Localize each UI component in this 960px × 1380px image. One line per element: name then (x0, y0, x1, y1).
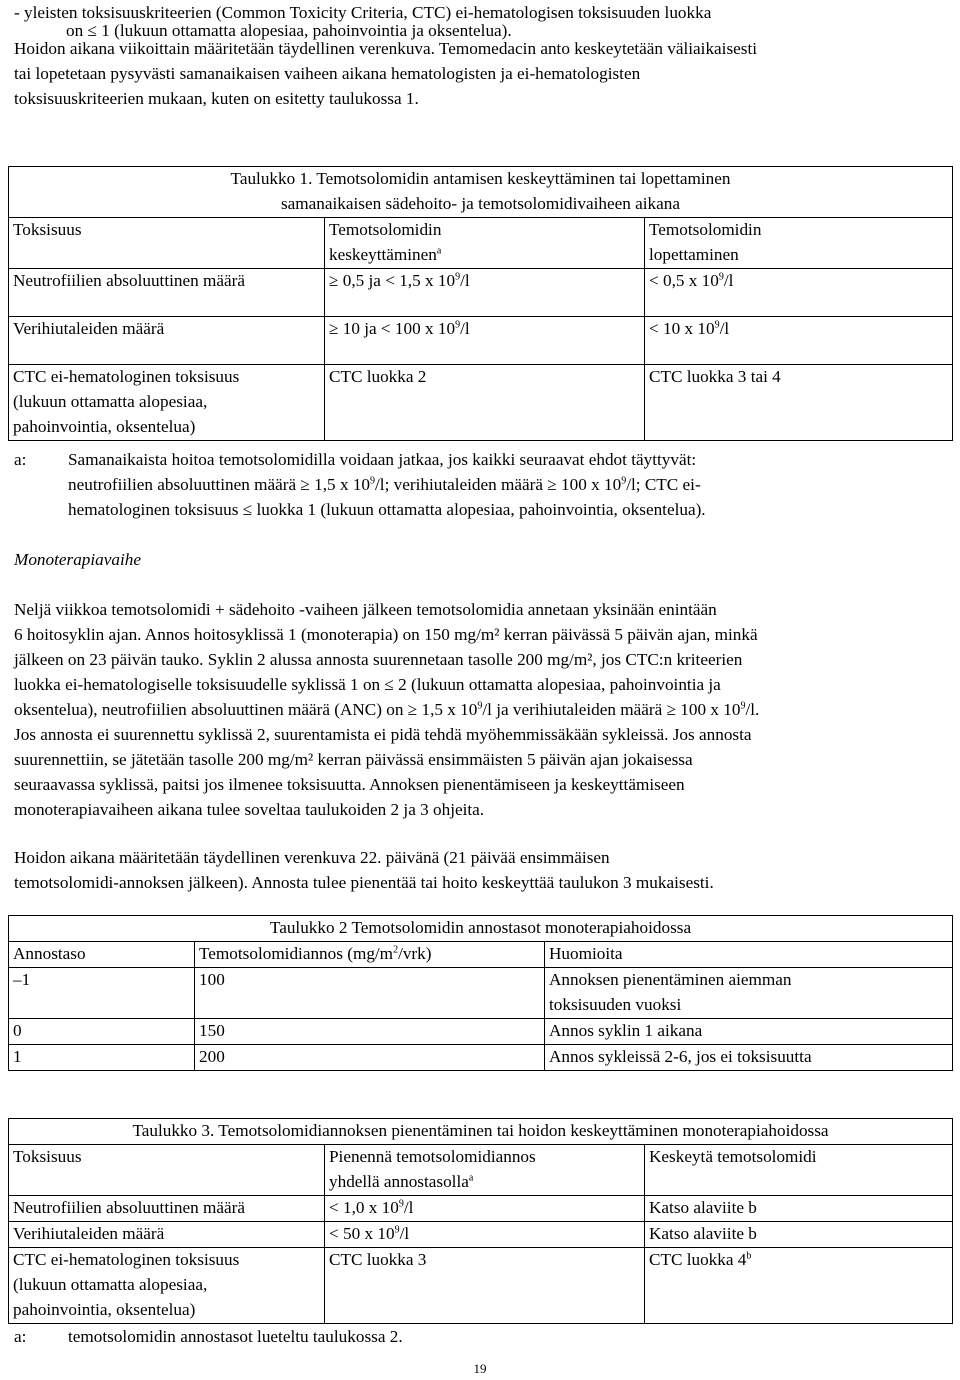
mono-paragraph-1-line-3: jälkeen on 23 päivän tauko. Syklin 2 alussa annosta suurennetaan tasolle 200 mg/m², jos CTC:n kriteerien (14, 650, 743, 669)
table-1-row-2-col-2: ≥ 10 ja < 100 x $10^9/l$ (325, 316, 645, 364)
table-1-row-1-col-2: ≥ 0,5 ja < 1,5 x $10^9/l$ (325, 268, 645, 316)
table-1-note-line-2: neutrofiilien absoluuttinen määrä ≥ 1,5 x $10^9/l$; verihiutaleiden määrä ≥ 100 x $10^9/l$; CTC ei- (68, 475, 701, 494)
mono-paragraph-1-line-8: seuraavassa syklissä, paitsi jos ilmenee toksisuutta. Annoksen pienentämiseen ja keskeyttämiseen (14, 775, 685, 794)
table-2-row-3-col-2: 200 (195, 1044, 545, 1070)
table-2-header-notes: Huomioita (545, 941, 953, 967)
table-2-row-3-col-3: Annos sykleissä 2-6, jos ei toksisuutta (545, 1044, 953, 1070)
table-1-row-3-col-3: CTC luokka 3 tai 4 (645, 364, 953, 440)
table-2-row-2-col-2: 150 (195, 1018, 545, 1044)
table-2-header-dose: Temotsolomidiannos $(mg/m^2/vrk)$ (195, 941, 545, 967)
table-2-caption: Taulukko 2 Temotsolomidin annostasot monoterapiahoidossa (9, 916, 953, 942)
mono-paragraph-1-line-1: Neljä viikkoa temotsolomidi + sädehoito -vaiheen jälkeen temotsolomidia annetaan yksinään enintään (14, 600, 717, 619)
table-2 (8, 915, 953, 1071)
table-1-note-label: a: (14, 450, 27, 469)
table-3-header-toxicity: Toksisuus (9, 1144, 325, 1195)
table-1-row-2-col-1: Verihiutaleiden määrä (9, 316, 325, 364)
table-1-row-3-col-2: CTC luokka 2 (325, 364, 645, 440)
table-1-row-1-col-1: Neutrofiilien absoluuttinen määrä (9, 268, 325, 316)
table-3-row-3-col-3: CTC luokka 4$^b$ (645, 1247, 953, 1323)
table-2-row-1-col-2: 100 (195, 967, 545, 1018)
table-1-header-interruption: Temotsolomidin keskeyttäminen$^a$ (325, 217, 645, 268)
mono-paragraph-1-line-5: oksentelua), neutrofiilien absoluuttinen määrä (ANC) on ≥ 1,5 x $10^9/l$ ja verihiutaleiden määrä ≥ 100 x $10^9/l$. (14, 700, 760, 719)
table-3-header-reduce: Pienennä temotsolomidiannos yhdellä annostasolla$^a$ (325, 1144, 645, 1195)
table-1-caption-line-2: samanaikaisen sädehoito- ja temotsolomidivaiheen aikana (280, 193, 680, 213)
table-3-row-1-col-1: Neutrofiilien absoluuttinen määrä (9, 1195, 325, 1221)
table-3-row-1-col-2: < 1,0 x $10^9/l$ (325, 1195, 645, 1221)
table-2-row-2-col-3: Annos syklin 1 aikana (545, 1018, 953, 1044)
page-number: 19 (473, 1361, 487, 1376)
table-1-header-discontinuation: Temotsolomidin lopettaminen (645, 217, 953, 268)
table-3-row-3-col-1: CTC ei-hematologinen toksisuus (lukuun ottamatta alopesiaa, pahoinvointia, oksentelua) (9, 1247, 325, 1323)
table-1-header-toxicity: Toksisuus (9, 217, 325, 268)
mono-paragraph-1-line-4: luokka ei-hematologiselle toksisuudelle syklissä 1 on ≤ 2 (lukuun ottamatta alopesiaa, pahoinvointia ja (14, 675, 721, 694)
monotherapy-title: Monoterapiavaihe (14, 550, 141, 569)
top-line-4: tai lopetetaan pysyvästi samanaikaisen vaiheen aikana hematologisten ja ei-hematologisten (14, 64, 641, 83)
mono-paragraph-1-line-6: Jos annosta ei suurennettu syklissä 2, suurentamista ei pidä tehdä myöhemmissäkään sykleissä. Jos annosta (14, 725, 752, 744)
top-line-5: toksisuuskriteerien mukaan, kuten on esitetty taulukossa 1. (14, 89, 419, 108)
table-1-row-3-col-1: CTC ei-hematologinen toksisuus (lukuun ottamatta alopesiaa, pahoinvointia, oksentelua) (9, 364, 325, 440)
table-3-note-text: temotsolomidin annostasot lueteltu taulukossa 2. (68, 1327, 403, 1346)
top-line-2: on ≤ 1 (lukuun ottamatta alopesiaa, pahoinvointia ja oksentelua). (66, 21, 512, 40)
table-3-caption: Taulukko 3. Temotsolomidiannoksen pienentäminen tai hoidon keskeyttäminen monoterapiahoidossa (9, 1119, 953, 1145)
table-3-header-stop: Keskeytä temotsolomidi (645, 1144, 953, 1195)
table-1-caption (9, 167, 953, 218)
table-1-note-line-1: Samanaikaista hoitoa temotsolomidilla voidaan jatkaa, jos kaikki seuraavat ehdot täyttyvät: (68, 450, 697, 469)
top-line-3: Hoidon aikana viikoittain määritetään täydellinen verenkuva. Temomedacin anto keskeytetään väliaikaisesti (14, 39, 758, 58)
table-1-row-1-col-3: < 0,5 x $10^9/l$ (645, 268, 953, 316)
mono-paragraph-2-line-1: Hoidon aikana määritetään täydellinen verenkuva 22. päivänä (21 päivää ensimmäisen (14, 848, 610, 867)
table-1-note-line-3: hematologinen toksisuus ≤ luokka 1 (lukuun ottamatta alopesiaa, pahoinvointia, oksentelua). (68, 500, 706, 519)
table-3-row-2-col-1: Verihiutaleiden määrä (9, 1221, 325, 1247)
table-2-header-level: Annostaso (9, 941, 195, 967)
table-3-note-label: a: (14, 1327, 27, 1346)
table-3-row-3-col-2: CTC luokka 3 (325, 1247, 645, 1323)
table-3 (8, 1118, 953, 1324)
table-2-row-3-col-1: 1 (9, 1044, 195, 1070)
table-2-row-1-col-1: –1 (9, 967, 195, 1018)
top-line-1: - yleisten toksisuuskriteerien (Common Toxicity Criteria, CTC) ei-hematologisen toksisuuden luokka (14, 3, 712, 22)
table-1-row-2-col-3: < 10 x $10^9/l$ (645, 316, 953, 364)
table-2-row-2-col-1: 0 (9, 1018, 195, 1044)
mono-paragraph-1-line-9: monoterapiavaiheen aikana tulee soveltaa taulukoiden 2 ja 3 ohjeita. (14, 800, 485, 819)
mono-paragraph-2-line-2: temotsolomidi-annoksen jälkeen). Annosta tulee pienentää tai hoito keskeyttää taulukon 3 mukaisesti. (14, 873, 714, 892)
table-1 (8, 166, 953, 441)
table-3-row-1-col-3: Katso alaviite b (645, 1195, 953, 1221)
table-2-row-1-col-3: Annoksen pienentäminen aiemman toksisuuden vuoksi (545, 967, 953, 1018)
mono-paragraph-1-line-2: 6 hoitosyklin ajan. Annos hoitosyklissä 1 (monoterapia) on 150 mg/m² kerran päivässä 5 päivän ajan, minkä (14, 625, 758, 644)
mono-paragraph-1-line-7: suurennettiin, se jätetään tasolle 200 mg/m² kerran päivässä ensimmäisten 5 päivän ajan jokaisessa (14, 750, 693, 769)
table-3-row-2-col-3: Katso alaviite b (645, 1221, 953, 1247)
table-3-row-2-col-2: < 50 x $10^9/l$ (325, 1221, 645, 1247)
table-1-caption-line-1: Taulukko 1. Temotsolomidin antamisen keskeyttäminen tai lopettaminen (230, 169, 731, 188)
